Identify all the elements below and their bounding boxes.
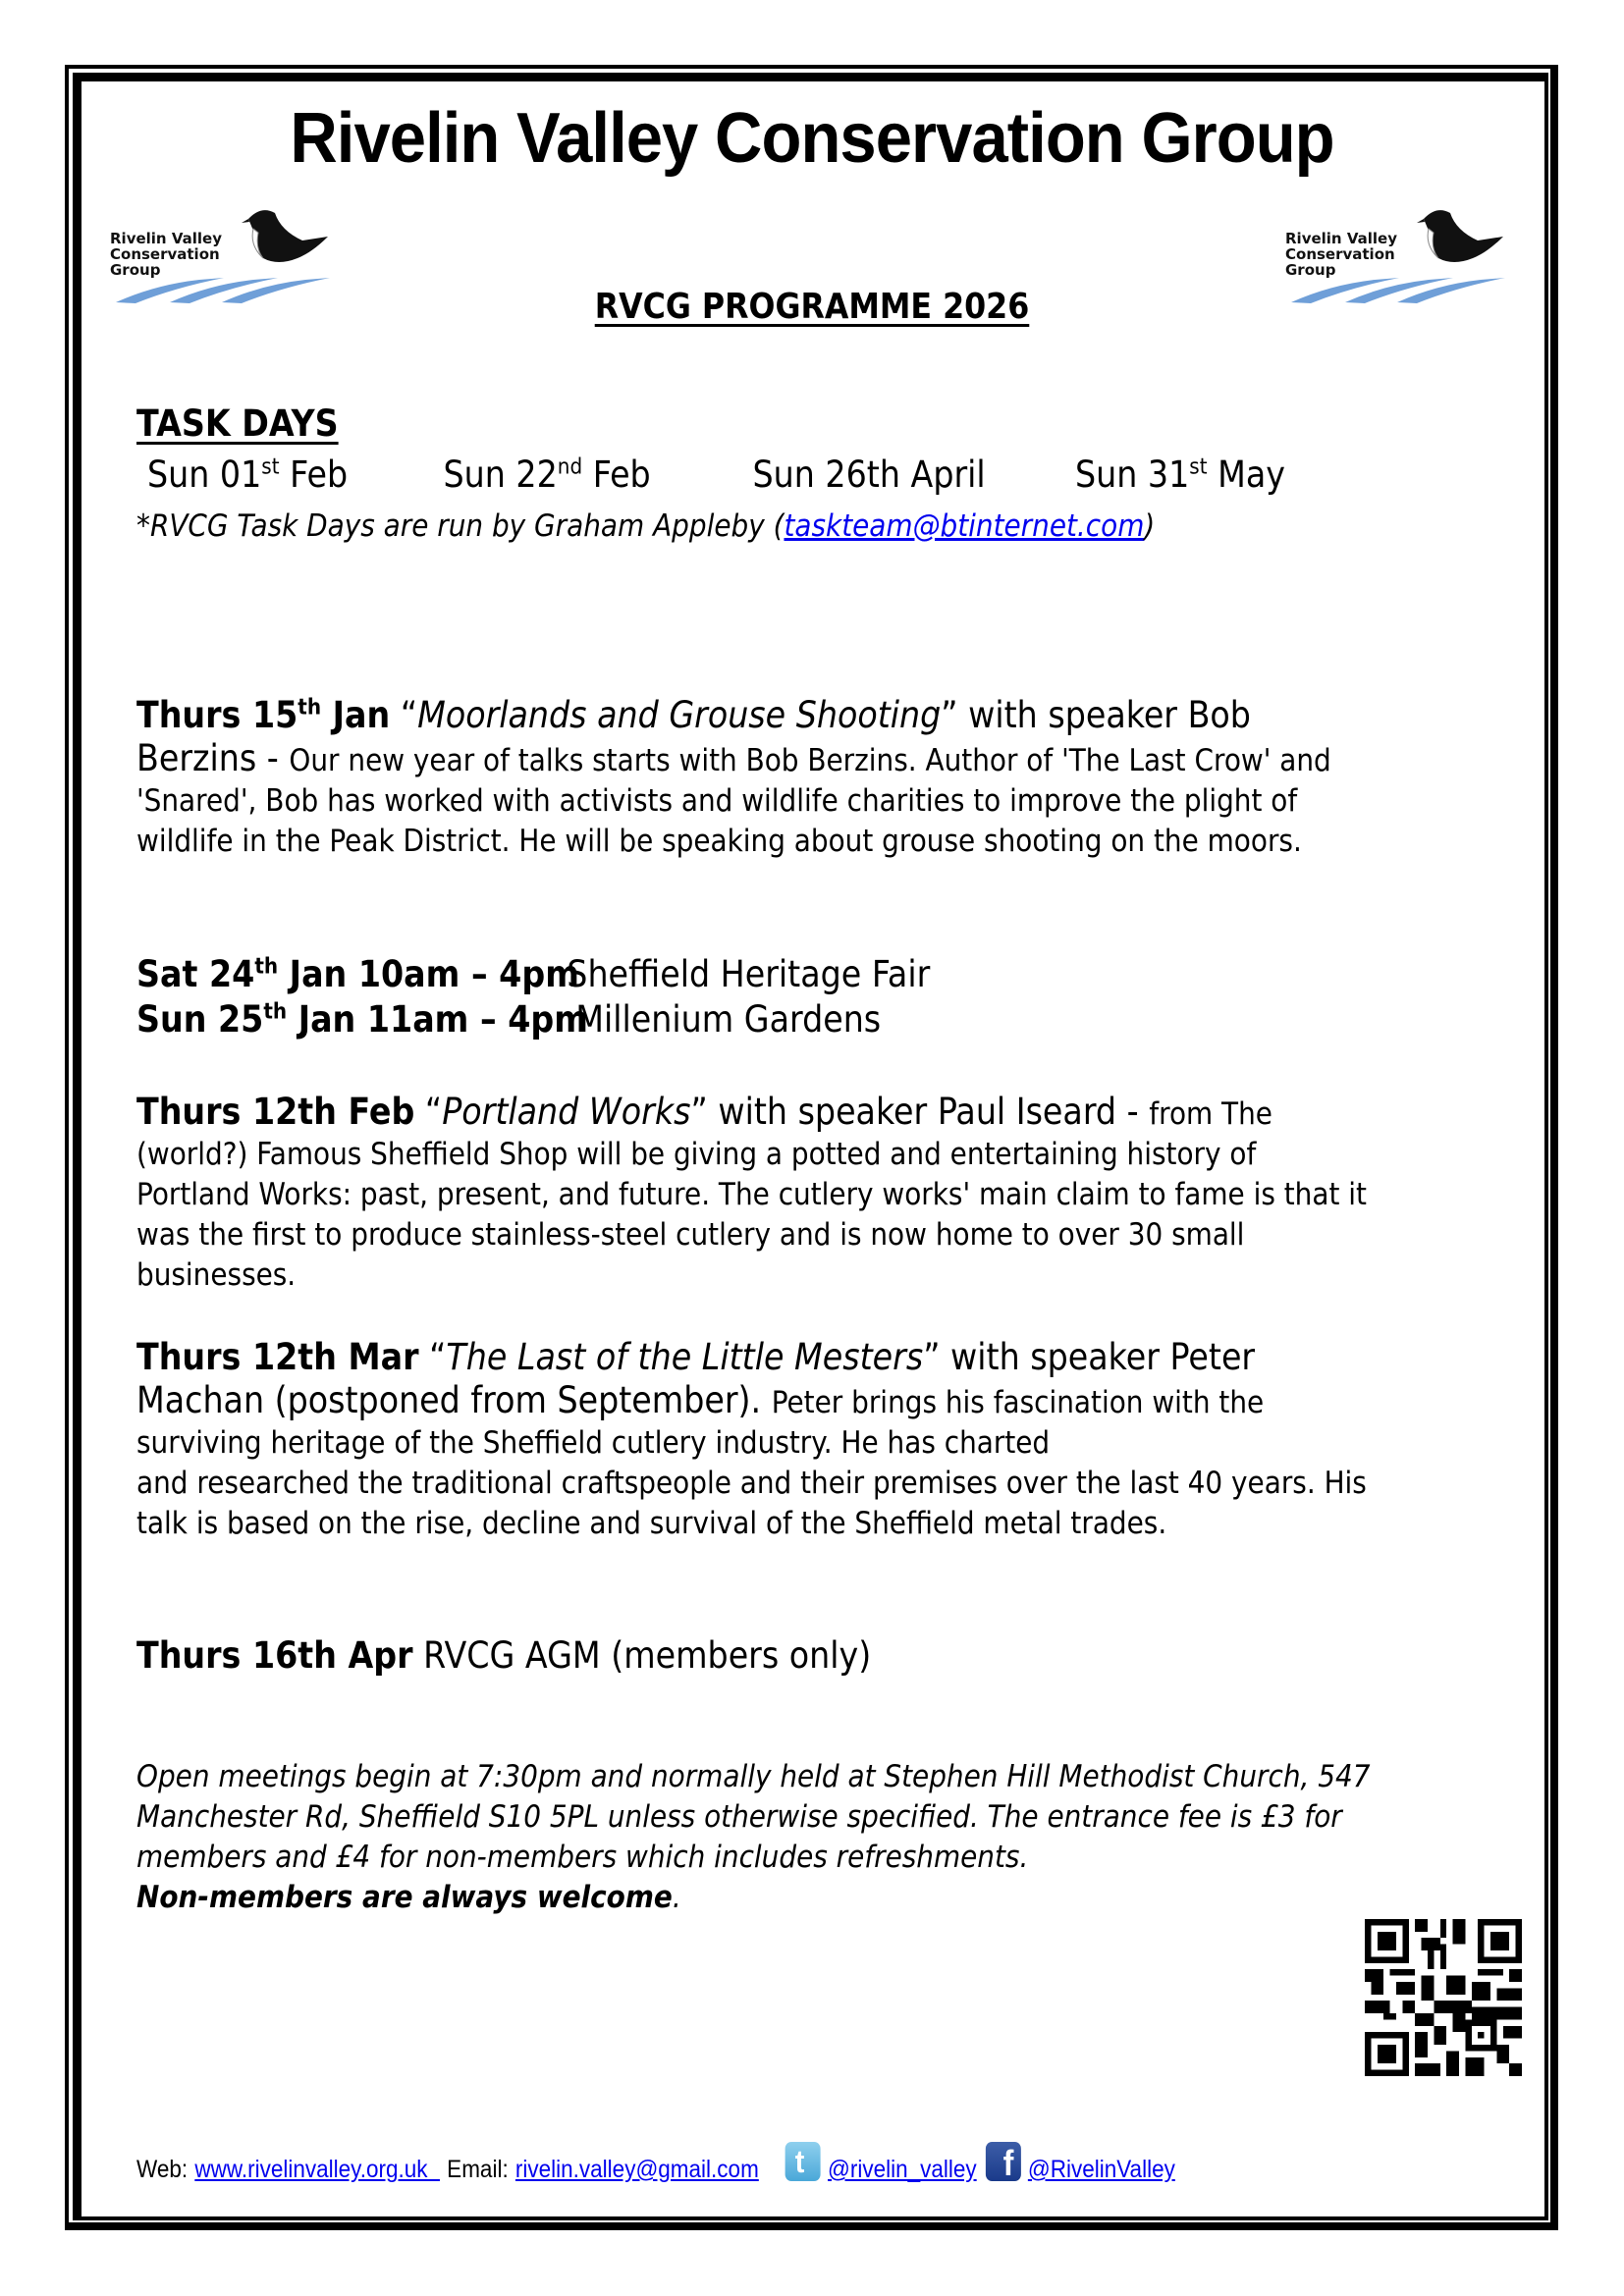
page-title: Rivelin Valley Conservation Group xyxy=(290,99,1334,178)
task-days-note xyxy=(136,508,1155,544)
event-apr16 xyxy=(136,1634,871,1677)
task-date: Sun 22nd Feb xyxy=(443,454,651,496)
event-description: and researched the traditional craftspeople and their premises over the last 40 years. His talk is based on the rise, decline and survival of the Sheffield metal trades. xyxy=(136,1466,1367,1541)
logo-line: Group xyxy=(1285,261,1336,279)
talk-title: Moorlands and Grouse Shooting xyxy=(417,694,942,736)
logo-text xyxy=(1285,231,1397,278)
task-dates xyxy=(147,454,1384,496)
facebook-link[interactable]: @RivelinValley xyxy=(1027,2156,1175,2183)
speaker: with speaker Paul Iseard - xyxy=(707,1091,1150,1133)
event-description: Our new year of talks starts with Bob Berzins. Author of 'The Last Crow' and 'Snared', Bob has worked with activists and wildlife charities to improve the plight of wildlife in the Peak District. He will be speaking about grouse shooting on the moors. xyxy=(136,743,1331,859)
event-text: RVCG AGM (members only) xyxy=(412,1634,872,1677)
qr-code-icon xyxy=(1365,1919,1522,2076)
task-days-heading: TASK DAYS xyxy=(136,402,339,445)
event-mar12: Thurs 12th Mar “The Last of the Little Mesters” with speaker Peter Machan (postponed from September). Peter brings his fascination with the surviving heritage of the Sheffield cutlery industry. He has charted and researched the traditional craftspeople and their premises over the last 40 years. His talk is based on the rise, decline and survival of the Sheffield metal trades. xyxy=(136,1336,1367,1541)
event-jan15: Thurs 15th Jan “Moorlands and Grouse Shooting” with speaker Bob Berzins - Our new year of talks starts with Bob Berzins. Author of 'The Last Crow' and 'Snared', Bob has worked with activists and wildlife charities to improve the plight of wildlife in the Peak District. He will be speaking about grouse shooting on the moors. xyxy=(136,694,1331,859)
note-text: ) xyxy=(1144,508,1156,544)
website-link[interactable]: www.rivelinvalley.org.uk xyxy=(194,2156,440,2183)
logo-line: Rivelin Valley xyxy=(110,230,222,247)
event-date: Thurs 16th Apr xyxy=(136,1634,413,1677)
task-date: Sun 01st Feb xyxy=(147,454,349,496)
fair-row: Sat 24th Jan 10am – 4pm Sheffield Heritage Fair xyxy=(136,953,931,995)
logo-text xyxy=(110,231,222,278)
logo-line: Group xyxy=(110,261,161,279)
web-label: Web: xyxy=(136,2156,189,2183)
event-description: Peter brings his fascination with the surviving heritage of the Sheffield cutlery industry. He has charted xyxy=(136,1385,1265,1461)
speaker: with speaker Peter Machan (postponed from September). xyxy=(136,1336,1256,1421)
logo-line: Conservation xyxy=(110,245,220,263)
event-date: Thurs 12th Mar xyxy=(136,1336,419,1378)
email-link[interactable]: rivelin.valley@gmail.com xyxy=(514,2156,759,2183)
event-description: from The (world?) Famous Sheffield Shop will be giving a potted and entertaining history of Portland Works: past, present, and future. The cutlery works' main claim to fame is that it was the first to produce stainless-steel cutlery and is now home to over 30 small businesses. xyxy=(136,1096,1367,1293)
fair-row: Sun 25th Jan 11am – 4pm Millenium Gardens xyxy=(136,998,882,1041)
fair-place: Millenium Gardens xyxy=(575,998,882,1041)
event-date: Thurs 15th Jan xyxy=(136,694,391,736)
event-heritage-fair xyxy=(136,952,1374,1042)
taskteam-email-link[interactable]: taskteam@btinternet.com xyxy=(784,508,1145,544)
programme-subtitle: RVCG PROGRAMME 2026 xyxy=(594,287,1030,327)
talk-title: Portland Works xyxy=(442,1091,691,1133)
event-date: Thurs 12th Feb xyxy=(136,1091,415,1133)
task-date: Sun 26th April xyxy=(752,454,986,496)
note-text: *RVCG Task Days are run by Graham Appleby ( xyxy=(136,508,785,544)
task-date: Sun 31st May xyxy=(1075,454,1285,496)
twitter-link[interactable]: @rivelin_valley xyxy=(828,2156,977,2183)
speaker: with speaker Bob Berzins - xyxy=(136,694,1251,779)
talk-title: The Last of the Little Mesters xyxy=(446,1336,924,1378)
footer-contacts xyxy=(136,2142,1175,2184)
email-label: Email: xyxy=(447,2156,509,2183)
event-feb12: Thurs 12th Feb “Portland Works” with speaker Paul Iseard - from The (world?) Famous Sheffield Shop will be giving a potted and entertaining history of Portland Works: past, present, and future. The cutlery works' main claim to fame is that it was the first to produce stainless-steel cutlery and is now home to over 30 small businesses. xyxy=(136,1091,1367,1293)
meeting-info-text: Open meetings begin at 7:30pm and normally held at Stephen Hill Methodist Church, 547 Manchester Rd, Sheffield S10 5PL unless otherwise specified. The entrance fee is £3 for members and £4 for non-members which includes refreshments. xyxy=(136,1759,1371,1875)
fair-place: Sheffield Heritage Fair xyxy=(567,953,931,995)
meeting-info: Open meetings begin at 7:30pm and normally held at Stephen Hill Methodist Church, 547 Manchester Rd, Sheffield S10 5PL unless otherwise specified. The entrance fee is £3 for members and £4 for non-members which includes refreshments. Non-members are always welcome. xyxy=(136,1759,1371,1915)
logo-line: Conservation xyxy=(1285,245,1395,263)
twitter-icon[interactable]: t xyxy=(785,2142,821,2181)
logo-line: Rivelin Valley xyxy=(1285,230,1397,247)
welcome-text: Non-members are always welcome xyxy=(136,1880,673,1915)
facebook-icon[interactable]: f xyxy=(986,2142,1021,2181)
